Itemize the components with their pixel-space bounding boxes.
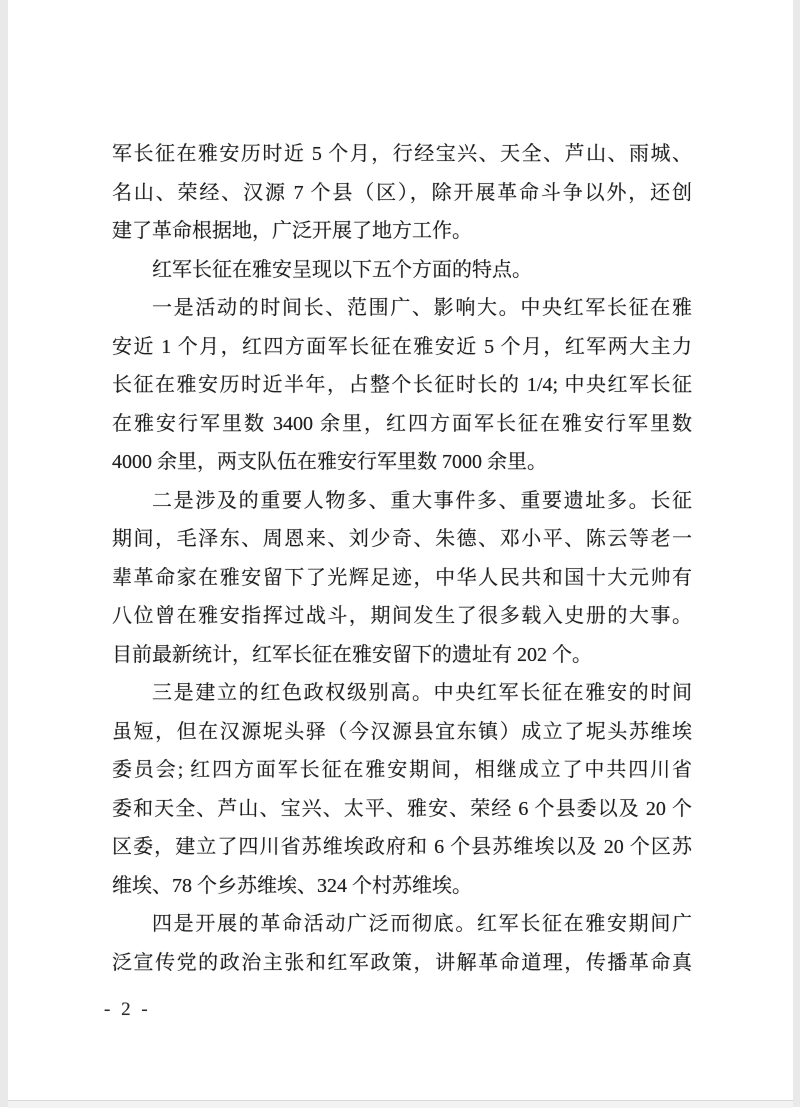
text-line: 4000 余里，两支队伍在雅安行军里数 7000 余里。 xyxy=(112,451,547,473)
text-line: 委和天全、芦山、宝兴、太平、雅安、荣经 6 个县委以及 20 个 xyxy=(112,797,692,820)
text-line: 长征在雅安历时近半年，占整个长征时长的 1/4; 中央红军长征 xyxy=(112,374,692,396)
text-line: 三是建立的红色政权级别高。中央红军长征在雅安的时间 xyxy=(152,682,692,704)
page-number: - 2 - xyxy=(104,999,151,1020)
text-line: 在雅安行军里数 3400 余里，红四方面军长征在雅安行军里数 xyxy=(112,412,692,435)
document-page xyxy=(8,0,793,1100)
text-line: 期间，毛泽东、周恩来、刘少奇、朱德、邓小平、陈云等老一 xyxy=(112,528,692,550)
text-line: 虽短，但在汉源坭头驿（今汉源县宜东镇）成立了坭头苏维埃 xyxy=(112,720,692,743)
text-line: 二是涉及的重要人物多、重大事件多、重要遗址多。长征 xyxy=(152,489,692,512)
text-line: 辈革命家在雅安留下了光辉足迹，中华人民共和国十大元帅有 xyxy=(112,566,692,589)
text-line: 一是活动的时间长、范围广、影响大。中央红军长征在雅 xyxy=(152,297,692,319)
text-line: 安近 1 个月，红四方面军长征在雅安近 5 个月，红军两大主力 xyxy=(112,335,692,358)
text-line: 委员会; 红四方面军长征在雅安期间，相继成立了中共四川省 xyxy=(112,759,692,781)
text-line: 维埃、78 个乡苏维埃、324 个村苏维埃。 xyxy=(112,874,472,897)
scan-gutter-right xyxy=(792,0,800,1107)
text-line: 区委，建立了四川省苏维埃政府和 6 个县苏维埃以及 20 个区苏 xyxy=(112,836,692,858)
text-line: 建了革命根据地，广泛开展了地方工作。 xyxy=(112,220,472,242)
text-line: 目前最新统计，红军长征在雅安留下的遗址有 202 个。 xyxy=(112,643,592,666)
text-line: 红军长征在雅安呈现以下五个方面的特点。 xyxy=(152,258,532,281)
text-line: 军长征在雅安历时近 5 个月，行经宝兴、天全、芦山、雨城、 xyxy=(112,143,692,165)
body-text xyxy=(112,135,692,982)
text-line: 四是开展的革命活动广泛而彻底。红军长征在雅安期间广 xyxy=(152,913,692,935)
text-line: 八位曾在雅安指挥过战斗，期间发生了很多载入史册的大事。 xyxy=(112,605,692,627)
text-line: 名山、荣经、汉源 7 个县（区），除开展革命斗争以外，还创 xyxy=(112,181,692,204)
text-line: 泛宣传党的政治主张和红军政策，讲解革命道理，传播革命真 xyxy=(112,951,692,974)
